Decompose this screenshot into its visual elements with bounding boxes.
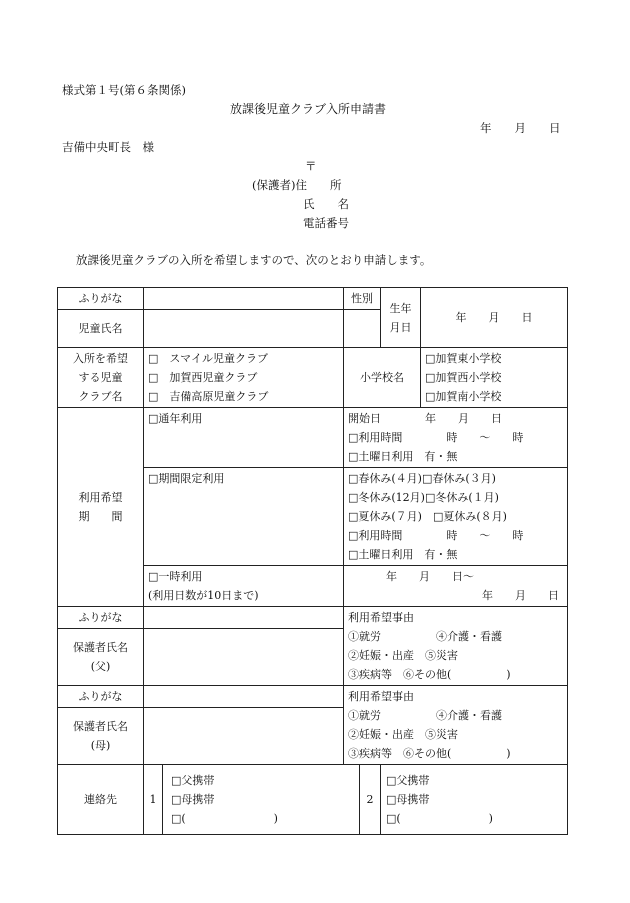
yearly-use-hours[interactable]: □利用時間 時 ～ 時 <box>348 431 524 444</box>
club-option-kibikogen[interactable]: □ 吉備高原児童クラブ <box>148 390 269 403</box>
father-reason-line-2[interactable]: ②妊娠・出産 ⑤災害 <box>348 649 458 662</box>
school-option-kagahigashi[interactable]: □加賀東小学校 <box>425 352 502 365</box>
father-name-field[interactable] <box>144 629 344 686</box>
temporary-use-dates <box>344 566 568 607</box>
gender-label: 性別 <box>344 288 381 310</box>
school-label: 小学校名 <box>344 348 421 408</box>
yearly-start-date[interactable]: 開始日 年 月 日 <box>348 412 502 425</box>
mother-reason-line-1[interactable]: ①就労 ④介護・看護 <box>348 709 502 722</box>
yearly-use-details <box>344 408 568 468</box>
form-number: 様式第１号(第６条関係) <box>62 83 186 97</box>
yearly-use-row <box>58 408 568 468</box>
contact-2-mother-mobile[interactable]: □母携帯 <box>386 793 430 806</box>
form-title: 放課後児童クラブ入所申請書 <box>230 102 387 116</box>
contact-number-1: 1 <box>144 765 163 835</box>
mother-reason-label: 利用希望事由 <box>348 690 414 703</box>
guardian-phone-label: 電話番号 <box>303 216 349 230</box>
temporary-end-date[interactable]: 年 月 日 <box>482 589 559 602</box>
yearly-use-checkbox[interactable]: □通年利用 <box>144 408 344 468</box>
application-form-table <box>57 287 568 835</box>
summer-break-options[interactable]: □夏休み(７月) □夏休み(８月) <box>348 510 507 523</box>
temporary-use-note: (利用日数が10日まで) <box>148 589 259 602</box>
contact-1-mother-mobile[interactable]: □母携帯 <box>171 793 215 806</box>
limited-use-details <box>344 468 568 566</box>
father-reason-label: 利用希望事由 <box>348 611 414 624</box>
spring-break-options[interactable]: □春休み(４月)□春休み(３月) <box>348 472 496 485</box>
club-option-kaganishi[interactable]: □ 加賀西児童クラブ <box>148 371 258 384</box>
birth-date-field[interactable]: 年 月 日 <box>421 288 568 348</box>
school-option-kagaminami[interactable]: □加賀南小学校 <box>425 390 502 403</box>
contact-options-1 <box>163 765 360 835</box>
contact-1-father-mobile[interactable]: □父携帯 <box>171 774 215 787</box>
yearly-saturday-use[interactable]: □土曜日利用 有・無 <box>348 450 458 463</box>
father-reason <box>344 607 568 686</box>
contact-row <box>58 765 568 835</box>
mother-furigana-row <box>58 686 568 708</box>
father-reason-line-3[interactable]: ③疾病等 ⑥その他( ) <box>348 668 511 681</box>
contact-number-2: 2 <box>360 765 381 835</box>
temporary-use-cell <box>144 566 344 607</box>
addressee: 吉備中央町長 様 <box>62 140 154 154</box>
limited-use-hours[interactable]: □利用時間 時 ～ 時 <box>348 529 524 542</box>
child-name-field[interactable] <box>144 310 344 348</box>
temporary-use-checkbox[interactable]: □一時利用 <box>148 570 203 583</box>
club-options <box>144 348 344 408</box>
mother-reason <box>344 686 568 765</box>
mother-name-field[interactable] <box>144 708 344 765</box>
club-option-smile[interactable]: □ スマイル児童クラブ <box>148 352 268 365</box>
child-furigana-row <box>58 288 568 310</box>
contact-2-father-mobile[interactable]: □父携帯 <box>386 774 430 787</box>
guardian-name-label: 氏 名 <box>303 197 349 211</box>
mother-furigana-field[interactable] <box>144 686 344 708</box>
mother-furigana-label: ふりがな <box>58 686 144 708</box>
school-option-kaganishi[interactable]: □加賀西小学校 <box>425 371 502 384</box>
intro-text: 放課後児童クラブの入所を希望しますので、次のとおり申請します。 <box>76 253 432 267</box>
club-row <box>58 348 568 408</box>
period-label: 利用希望 期 間 <box>58 408 144 607</box>
club-label: 入所を希望 する児童 クラブ名 <box>58 348 144 408</box>
child-furigana-field[interactable] <box>144 288 344 310</box>
winter-break-options[interactable]: □冬休み(12月)□冬休み(１月) <box>348 491 499 504</box>
contact-label: 連絡先 <box>58 765 144 835</box>
child-name-label: 児童氏名 <box>58 310 144 348</box>
mother-name-label: 保護者氏名 (母) <box>58 708 144 765</box>
limited-saturday-use[interactable]: □土曜日利用 有・無 <box>348 548 458 561</box>
father-furigana-label: ふりがな <box>58 607 144 629</box>
submission-date: 年 月 日 <box>480 121 561 135</box>
child-furigana-label: ふりがな <box>58 288 144 310</box>
contact-1-other[interactable]: □( ) <box>171 812 278 825</box>
mother-reason-line-3[interactable]: ③疾病等 ⑥その他( ) <box>348 747 511 760</box>
limited-use-checkbox[interactable]: □期間限定利用 <box>144 468 344 566</box>
mother-reason-line-2[interactable]: ②妊娠・出産 ⑤災害 <box>348 728 458 741</box>
father-name-label: 保護者氏名 (父) <box>58 629 144 686</box>
temporary-start-date[interactable]: 年 月 日～ <box>386 570 474 583</box>
birth-label: 生年 月日 <box>381 288 421 348</box>
postal-mark: 〒 <box>305 159 317 173</box>
school-options <box>421 348 568 408</box>
father-furigana-field[interactable] <box>144 607 344 629</box>
father-furigana-row <box>58 607 568 629</box>
guardian-address-label: (保護者)住 所 <box>252 178 342 192</box>
gender-field[interactable] <box>344 310 381 348</box>
contact-2-other[interactable]: □( ) <box>386 812 493 825</box>
father-reason-line-1[interactable]: ①就労 ④介護・看護 <box>348 630 502 643</box>
contact-options-2 <box>381 765 568 835</box>
